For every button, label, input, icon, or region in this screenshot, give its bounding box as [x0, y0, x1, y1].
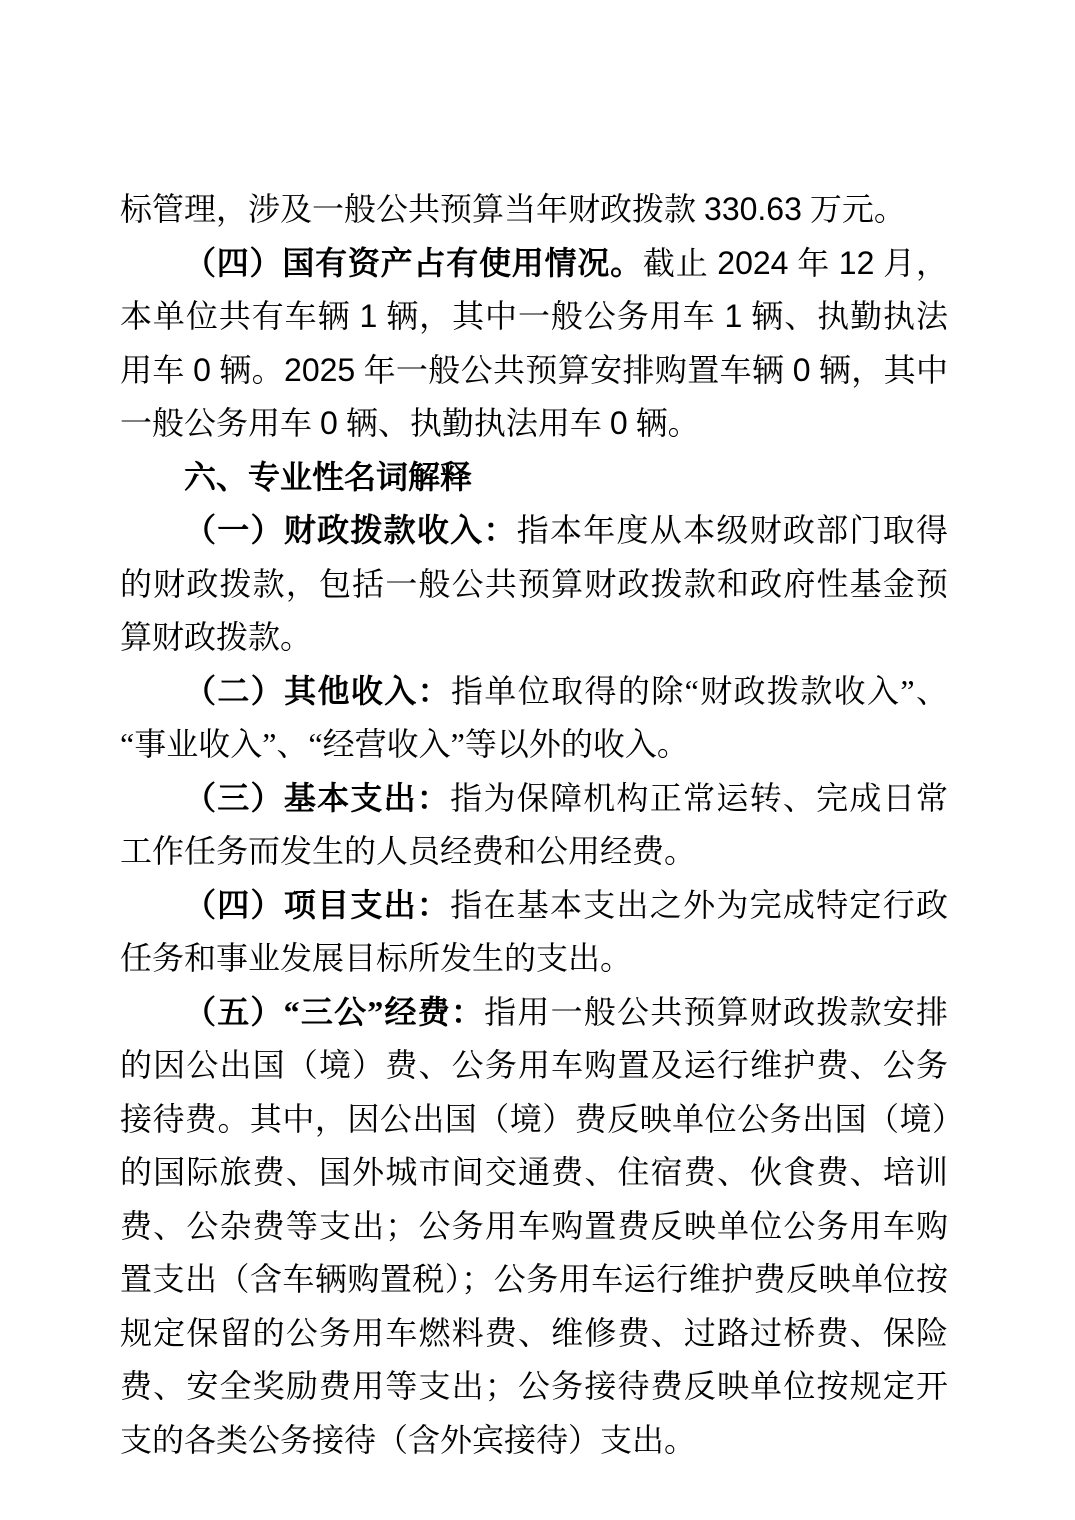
paragraph-lead: （四）国有资产占有使用情况。	[184, 244, 643, 281]
section-heading-terminology: 六、专业性名词解释	[184, 458, 473, 495]
paragraph-lead: （二）其他收入：	[184, 672, 451, 709]
paragraph-text: 指为保障机构正常运转、完成日常工作任务而发生的人员经费和公用经费。	[120, 779, 948, 869]
paragraph-lead: （一）财政拨款收入：	[184, 512, 517, 548]
paragraph-lead: （三）基本支出：	[184, 779, 451, 816]
paragraph-term-fiscal-appropriation-income	[120, 504, 948, 665]
paragraph-term-other-income	[120, 665, 948, 772]
paragraph-lead: （五）“三公”经费：	[184, 993, 485, 1030]
paragraph-text: 截止 2024 年 12 月，本单位共有车辆 1 辆，其中一般公务用车 1 辆、执勤执法用车 0 辆。2025 年一般公共预算安排购置车辆 0 辆，其中一般公务用车 0 辆、执勤执法用车 0 辆。	[120, 244, 948, 441]
document-text-block	[120, 183, 948, 1467]
paragraph-text: 指单位取得的除“财政拨款收入”、“事业收入”、“经营收入”等以外的收入。	[120, 672, 948, 762]
paragraph-term-basic-expenditure	[120, 772, 948, 879]
paragraph-text: 指本年度从本级财政部门取得的财政拨款，包括一般公共预算财政拨款和政府性基金预算财政拨款。	[120, 512, 948, 655]
paragraph-term-three-public-funds	[120, 986, 948, 1468]
paragraph-budget-management-continuation	[120, 183, 948, 237]
paragraph-lead: （四）项目支出：	[184, 886, 451, 923]
paragraph-term-project-expenditure	[120, 879, 948, 986]
paragraph-text: 指在基本支出之外为完成特定行政任务和事业发展目标所发生的支出。	[120, 886, 948, 976]
paragraph-text: 标管理，涉及一般公共预算当年财政拨款 330.63 万元。	[120, 191, 906, 227]
paragraph-state-assets	[120, 237, 948, 451]
paragraph-text: 指用一般公共预算财政拨款安排的因公出国（境）费、公务用车购置及运行维护费、公务接待费。其中，因公出国（境）费反映单位公务出国（境）的国际旅费、国外城市间交通费、住宿费、伙食费、培训费、公杂费等支出；公务用车购置费反映单位公务用车购置支出（含车辆购置税）；公务用车运行维护费反映单位按规定保留的公务用车燃料费、维修费、过路过桥费、保险费、安全奖励费用等支出；公务接待费反映单位按规定开支的各类公务接待（含外宾接待）支出。	[120, 993, 948, 1458]
